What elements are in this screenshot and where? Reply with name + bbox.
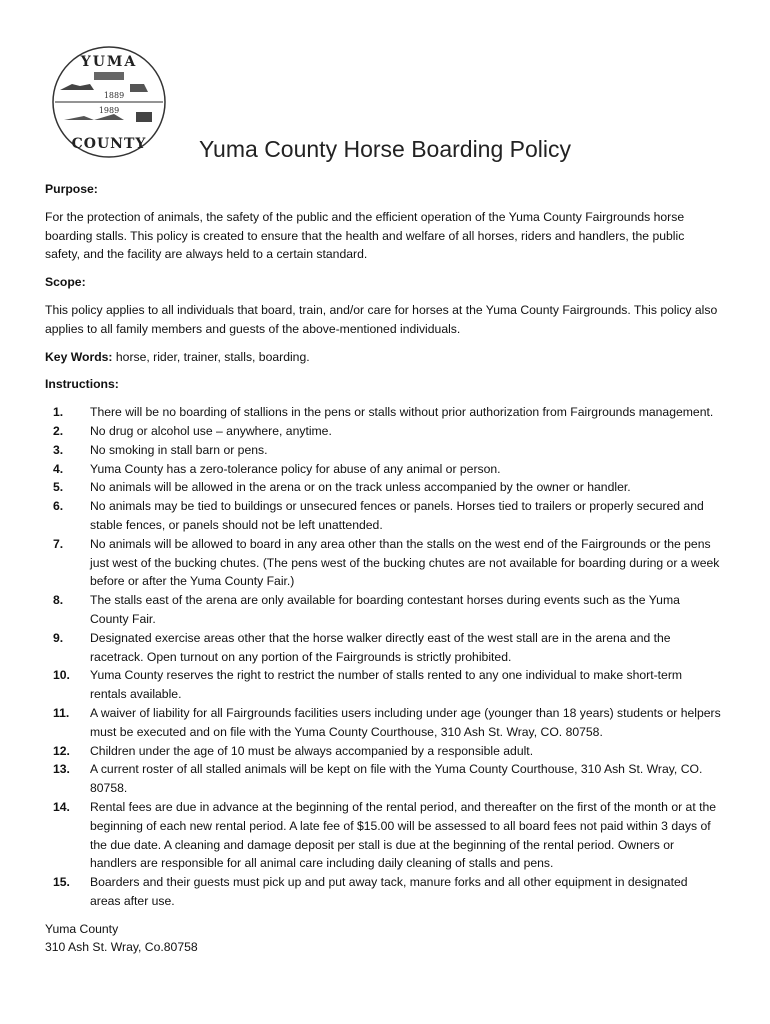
document-body: [45, 180, 721, 957]
item-text: Children under the age of 10 must be always accompanied by a responsible adult.: [90, 743, 534, 758]
item-text: No animals will be allowed in the arena or on the track unless accompanied by the owner or handler.: [90, 480, 631, 495]
item-text: No smoking in stall barn or pens.: [90, 442, 268, 457]
item-text: Rental fees are due in advance at the beginning of the rental period, and thereafter on the first of the month or at the beginning of each new rental period. A late fee of $15.00 will be assessed to all board fees not paid within 3 days of the due date. A cleaning and damage deposit per stall is due at the beginning of the rental period. Owners or handlers are responsible for all animal care including daily cleaning of stalls and pens.: [90, 799, 717, 871]
item-text: No animals will be allowed to board in any area other than the stalls on the west end of the Fairgrounds or the pens just west of the bucking chutes. (The pens west of the bucking chutes are not available for boarding during or a week before or after the Yuma County Fair.): [90, 536, 720, 589]
page-title: Yuma County Horse Boarding Policy: [198, 136, 572, 162]
svg-text:1989: 1989: [98, 106, 120, 115]
keywords: [45, 348, 721, 367]
svg-text:YUMA: YUMA: [80, 54, 138, 70]
instruction-item: [45, 629, 721, 667]
instruction-item: [45, 666, 721, 704]
item-number: 11.: [53, 705, 70, 720]
item-text: A waiver of liability for all Fairgrounds facilities users including under age (younger than 18 years) students or helpers must be executed and on file with the Yuma County Courthouse, 310 Ash St. Wray, CO. 80758.: [90, 705, 721, 739]
item-number: 3.: [53, 442, 64, 457]
instruction-item: [45, 441, 721, 460]
svg-text:COUNTY: COUNTY: [71, 136, 147, 152]
item-text: Designated exercise areas other that the horse walker directly east of the west stall are in the arena and the racetrack. Open turnout on any portion of the Fairgrounds is strictly prohibited.: [90, 630, 671, 664]
instruction-item: [45, 873, 721, 911]
item-number: 8.: [53, 593, 64, 608]
instruction-item: [45, 460, 721, 479]
instruction-item: [45, 760, 721, 798]
item-text: Yuma County has a zero-tolerance policy for abuse of any animal or person.: [90, 461, 501, 476]
svg-text:1889: 1889: [103, 91, 125, 100]
item-text: Yuma County reserves the right to restrict the number of stalls rented to any one individual to make short-term rentals available.: [90, 668, 683, 702]
keywords-text: horse, rider, trainer, stalls, boarding.: [112, 349, 310, 364]
item-number: 7.: [53, 536, 64, 551]
footer-line-1: Yuma County: [45, 921, 119, 936]
instruction-item: [45, 798, 721, 873]
item-number: 6.: [53, 499, 64, 514]
item-text: Boarders and their guests must pick up and put away tack, manure forks and all other equipment in designated areas after use.: [90, 875, 688, 908]
item-number: 4.: [53, 461, 64, 476]
item-text: There will be no boarding of stallions in the pens or stalls without prior authorization from Fairgrounds management.: [90, 405, 714, 420]
instruction-item: [45, 535, 721, 591]
purpose-heading: Purpose:: [45, 182, 98, 196]
item-number: 15.: [53, 875, 70, 890]
footer-line-2: 310 Ash St. Wray, Co.80758: [45, 940, 198, 955]
scope-heading: Scope:: [45, 275, 86, 290]
instruction-item: [45, 591, 721, 629]
item-number: 2.: [53, 423, 64, 438]
purpose-text: For the protection of animals, the safety of the public and the efficient operation of the Yuma County Fairgrounds horse boarding stalls. This policy is created to ensure that the health and welfare of all horses, riders and handlers, the public safety, and the facility are always held to a certain standard.: [45, 209, 685, 262]
instructions-list: [45, 403, 721, 911]
scope-text: This policy applies to all individuals that board, train, and/or care for horses at the Yuma County Fairgrounds. This policy also applies to all family members and guests of the above-mentioned individuals.: [45, 302, 718, 336]
item-number: 13.: [53, 762, 70, 777]
instruction-item: [45, 742, 721, 761]
instruction-item: [45, 497, 721, 535]
item-number: 1.: [53, 405, 64, 420]
item-number: 14.: [53, 799, 70, 814]
footer-address: [45, 920, 721, 958]
item-number: 12.: [53, 743, 70, 758]
instruction-item: [45, 403, 721, 422]
item-text: The stalls east of the arena are only available for boarding contestant horses during events such as the Yuma County Fair.: [90, 593, 680, 626]
instruction-item: [45, 478, 721, 497]
instructions-heading: Instructions:: [45, 377, 119, 392]
instruction-item: [45, 422, 721, 441]
item-text: A current roster of all stalled animals will be kept on file with the Yuma County Courthouse, 310 Ash St. Wray, CO. 80758.: [90, 762, 703, 796]
instruction-item: [45, 704, 721, 742]
item-number: 5.: [53, 480, 64, 495]
item-number: 9.: [53, 630, 64, 645]
item-text: No drug or alcohol use – anywhere, anytime.: [90, 423, 332, 438]
item-number: 10.: [53, 668, 70, 683]
item-text: No animals may be tied to buildings or unsecured fences or panels. Horses tied to trailers or properly secured and stable fences, or panels should not be left unattended.: [90, 499, 704, 532]
keywords-label: Key Words:: [45, 349, 113, 364]
